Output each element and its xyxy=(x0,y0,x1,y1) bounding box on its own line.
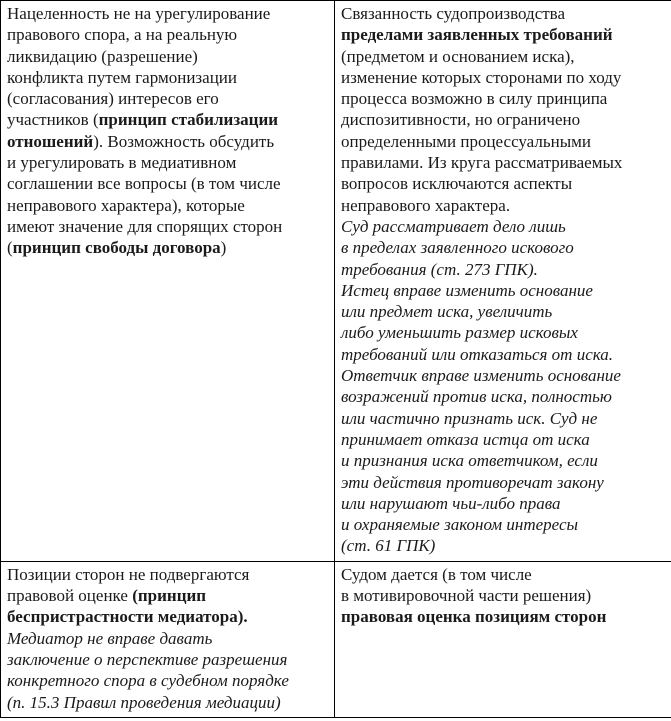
italic-text: требования (ст. 273 ГПК). xyxy=(341,259,538,279)
text-run: ) xyxy=(220,238,227,258)
bold-text: принцип стабилизации xyxy=(98,110,279,130)
text-line xyxy=(341,564,665,585)
italic-text: и охраняемые законом интересы xyxy=(341,515,579,535)
italic-text: и признания иска ответчиком, если xyxy=(341,451,598,471)
bold-text: беспристрастности медиатора). xyxy=(7,607,248,627)
text-line xyxy=(341,585,665,606)
text-line xyxy=(7,131,328,152)
mediation-cell xyxy=(1,1,335,562)
table-row xyxy=(1,1,671,562)
text-line xyxy=(7,173,328,194)
italic-text: требований или отказаться от иска. xyxy=(341,344,614,364)
court-cell xyxy=(335,1,671,562)
text-run: в мотивировочной части решения) xyxy=(341,586,592,606)
text-line xyxy=(341,67,665,88)
text-line xyxy=(341,109,665,130)
text-run: конфликта путем гармонизации xyxy=(7,67,237,87)
text-line xyxy=(7,109,328,130)
text-line xyxy=(7,564,328,585)
text-line xyxy=(341,344,665,365)
text-line xyxy=(341,606,665,627)
text-line xyxy=(341,322,665,343)
text-line xyxy=(7,649,328,670)
italic-text: или частично признать иск. Суд не xyxy=(341,408,598,428)
italic-text: эти действия противоречат закону xyxy=(341,472,604,492)
text-line xyxy=(7,152,328,173)
text-line xyxy=(341,408,665,429)
text-run: правовой оценке xyxy=(7,586,133,606)
text-run: процесса возможно в силу принципа xyxy=(341,89,608,109)
text-run: изменение которых сторонами по ходу xyxy=(341,67,622,87)
bold-text: отношений xyxy=(7,131,94,151)
text-run: Позиции сторон не подвергаются xyxy=(7,564,250,584)
italic-text: в пределах заявленного искового xyxy=(341,238,574,258)
cell-text xyxy=(7,3,328,259)
text-run: неправового характера), которые xyxy=(7,195,245,215)
italic-text: (ст. 61 ГПК) xyxy=(341,536,436,556)
italic-text: возражений против иска, полностью xyxy=(341,387,612,407)
text-run: диспозитивности, но ограничено xyxy=(341,110,581,130)
text-line xyxy=(7,606,328,627)
text-line xyxy=(341,386,665,407)
text-line xyxy=(341,46,665,67)
text-line xyxy=(7,195,328,216)
italic-text: или предмет иска, увеличить xyxy=(341,302,553,322)
text-line xyxy=(341,472,665,493)
text-line xyxy=(341,450,665,471)
mediation-cell xyxy=(1,561,335,717)
text-line xyxy=(341,259,665,280)
text-line xyxy=(341,493,665,514)
text-line xyxy=(341,237,665,258)
text-run: Судом дается (в том числе xyxy=(341,564,532,584)
text-line xyxy=(341,195,665,216)
text-run: ( xyxy=(7,238,13,258)
cell-text xyxy=(341,564,665,628)
text-line xyxy=(7,692,328,713)
text-line xyxy=(7,237,328,258)
text-run: и урегулировать в медиативном xyxy=(7,153,237,173)
text-line xyxy=(341,3,665,24)
text-run: ликвидацию (разрешение) xyxy=(7,46,198,66)
text-line xyxy=(341,88,665,109)
italic-text: принимает отказа истца от иска xyxy=(341,429,590,449)
cell-text xyxy=(341,3,665,557)
italic-text: либо уменьшить размер исковых xyxy=(341,323,578,343)
text-line xyxy=(7,46,328,67)
italic-text: Ответчик вправе изменить основание xyxy=(341,366,621,386)
text-line xyxy=(341,152,665,173)
text-run: правилами. Из круга рассматриваемых xyxy=(341,153,623,173)
cell-text xyxy=(7,564,328,713)
italic-text: Истец вправе изменить основание xyxy=(341,280,593,300)
table-row xyxy=(1,561,671,717)
italic-text: конкретного спора в судебном порядке xyxy=(7,671,289,691)
text-line xyxy=(341,429,665,450)
text-line xyxy=(7,24,328,45)
bold-text: принцип свободы договора xyxy=(12,238,221,258)
text-line xyxy=(7,628,328,649)
italic-text: или нарушают чьи-либо права xyxy=(341,493,561,513)
text-run: имеют значение для спорящих сторон xyxy=(7,216,283,236)
text-run: неправового характера. xyxy=(341,195,511,215)
text-line xyxy=(341,280,665,301)
text-line xyxy=(7,3,328,24)
text-line xyxy=(341,301,665,322)
bold-text: правовая оценка позициям сторон xyxy=(341,607,607,627)
text-run: соглашении все вопросы (в том числе xyxy=(7,174,281,194)
text-run: (предметом и основанием иска), xyxy=(341,46,575,66)
bold-text: (принцип xyxy=(132,586,207,606)
text-line xyxy=(341,514,665,535)
italic-text: заключение о перспективе разрешения xyxy=(7,649,288,669)
text-run: ). Возможность обсудить xyxy=(93,131,275,151)
text-line xyxy=(7,88,328,109)
text-run: (согласования) интересов его xyxy=(7,89,219,109)
text-run: правового спора, а на реальную xyxy=(7,25,238,45)
italic-text: Суд рассматривает дело лишь xyxy=(341,216,566,236)
text-run: определенными процессуальными xyxy=(341,131,591,151)
bold-text: пределами заявленных требований xyxy=(341,25,613,45)
text-run: Нацеленность не на урегулирование xyxy=(7,4,271,23)
text-run: участников ( xyxy=(7,110,99,130)
text-line xyxy=(341,131,665,152)
text-line xyxy=(341,173,665,194)
court-cell xyxy=(335,561,671,717)
italic-text: Медиатор не вправе давать xyxy=(7,628,213,648)
text-run: Связанность судопроизводства xyxy=(341,4,566,23)
text-line xyxy=(341,365,665,386)
text-line xyxy=(341,24,665,45)
italic-text: (п. 15.3 Правил проведения медиации) xyxy=(7,692,281,712)
text-line xyxy=(341,216,665,237)
text-line xyxy=(341,535,665,556)
text-run: вопросов исключаются аспекты xyxy=(341,174,573,194)
text-line xyxy=(7,216,328,237)
text-line xyxy=(7,67,328,88)
text-line xyxy=(7,670,328,691)
text-line xyxy=(7,585,328,606)
